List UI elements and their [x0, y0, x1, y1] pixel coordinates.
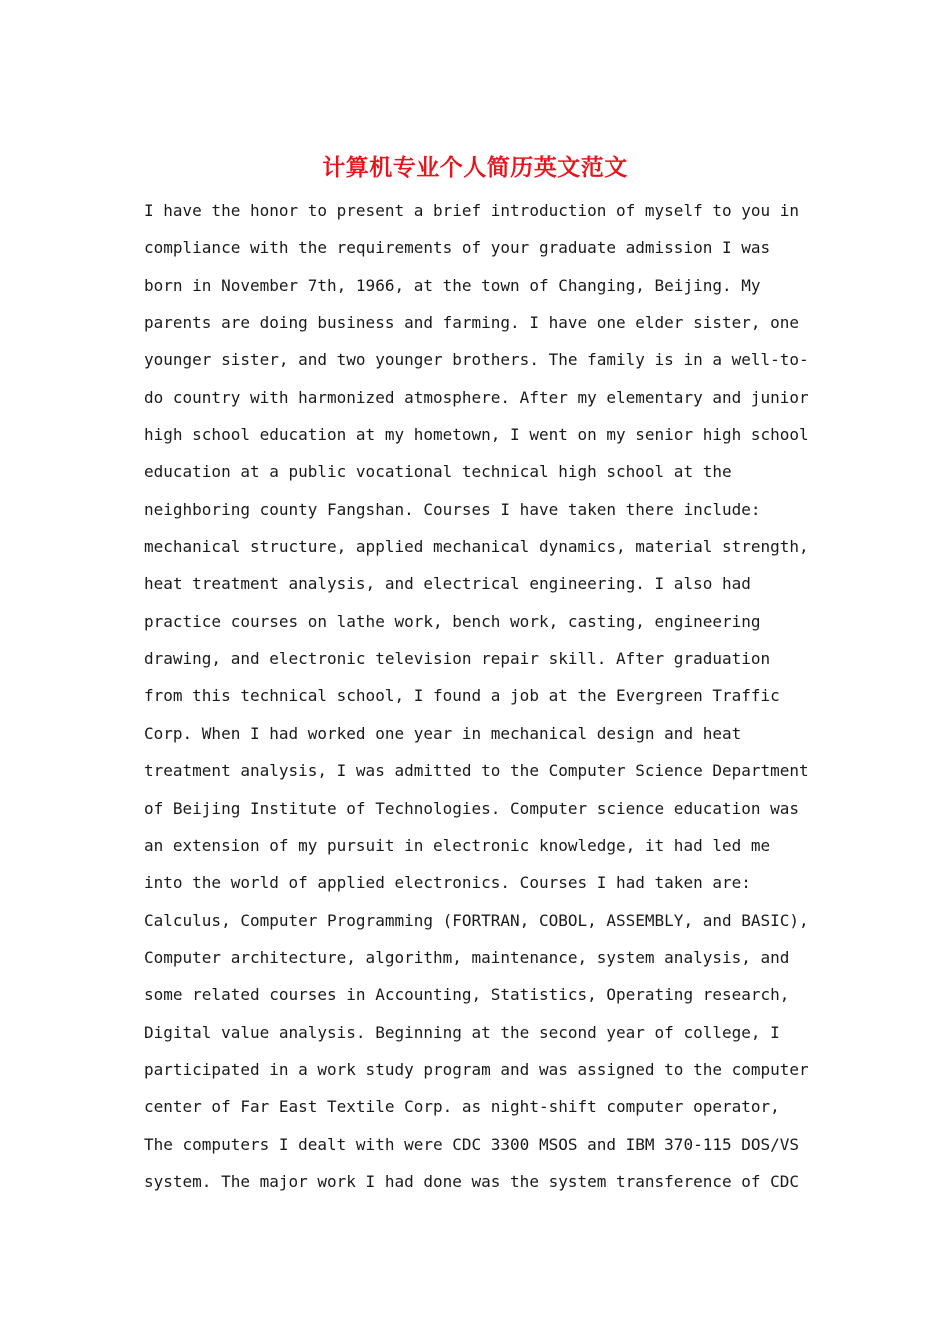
body-line: into the world of applied electronics. Courses I had taken are: [144, 873, 751, 893]
body-line: center of Far East Textile Corp. as night-shift computer operator, [144, 1097, 780, 1117]
body-line: do country with harmonized atmosphere. After my elementary and junior [144, 387, 809, 407]
body-line: participated in a work study program and was assigned to the computer [144, 1059, 809, 1079]
body-line: compliance with the requirements of your graduate admission I was [144, 238, 771, 258]
body-line: neighboring county Fangshan. Courses I have taken there include: [144, 499, 761, 519]
body-text [144, 192, 824, 1200]
body-line: Corp. When I had worked one year in mechanical design and heat [144, 723, 742, 743]
body-line: Computer architecture, algorithm, maintenance, system analysis, and [144, 947, 790, 967]
body-line: parents are doing business and farming. I have one elder sister, one [144, 313, 800, 333]
body-line: Digital value analysis. Beginning at the second year of college, I [144, 1022, 780, 1042]
body-line: an extension of my pursuit in electronic knowledge, it had led me [144, 835, 771, 855]
body-line: born in November 7th, 1966, at the town of Changing, Beijing. My [144, 275, 761, 295]
body-line: from this technical school, I found a job at the Evergreen Traffic [144, 686, 780, 706]
document-title: 计算机专业个人简历英文范文 [322, 154, 628, 181]
body-line: I have the honor to present a brief introduction of myself to you in [144, 201, 800, 220]
body-line: treatment analysis, I was admitted to the Computer Science Department [144, 761, 809, 781]
body-line: drawing, and electronic television repair skill. After graduation [144, 649, 771, 669]
body-line: some related courses in Accounting, Statistics, Operating research, [144, 985, 790, 1005]
body-line: education at a public vocational technical high school at the [144, 462, 732, 482]
body-line: mechanical structure, applied mechanical dynamics, material strength, [144, 537, 809, 557]
body-line: high school education at my hometown, I went on my senior high school [144, 425, 809, 445]
body-line: heat treatment analysis, and electrical engineering. I also had [144, 574, 751, 594]
body-line: younger sister, and two younger brothers. The family is in a well-to- [144, 350, 809, 370]
body-line: practice courses on lathe work, bench work, casting, engineering [144, 611, 761, 631]
body-line: Calculus, Computer Programming (FORTRAN, COBOL, ASSEMBLY, and BASIC), [144, 910, 809, 930]
body-line: system. The major work I had done was the system transference of CDC [144, 1171, 800, 1191]
body-line: The computers I dealt with were CDC 3300 MSOS and IBM 370-115 DOS/VS [144, 1134, 800, 1154]
body-line: of Beijing Institute of Technologies. Computer science education was [144, 798, 800, 818]
